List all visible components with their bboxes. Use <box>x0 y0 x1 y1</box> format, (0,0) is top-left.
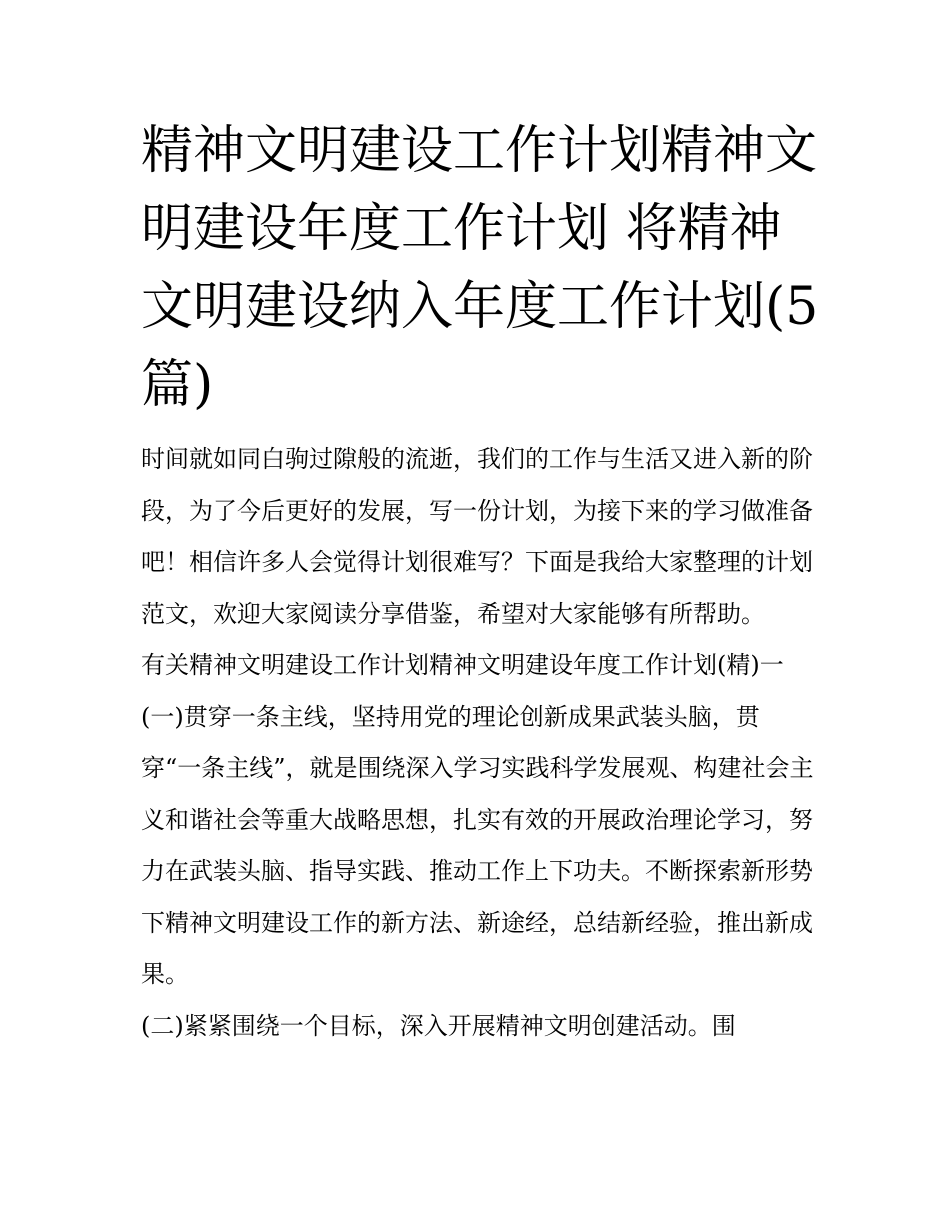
section-heading: 有关精神文明建设工作计划精神文明建设年度工作计划(精)一 <box>141 651 784 679</box>
document-body <box>141 434 817 1052</box>
intro-paragraph: 时间就如同白驹过隙般的流逝，我们的工作与生活又进入新的阶段，为了今后更好的发展，写一份计划，为接下来的学习做准备吧！相信许多人会觉得计划很难写？下面是我给大家整理的计划范文，欢迎大家阅读分享借鉴，希望对大家能够有所帮助。 <box>141 445 813 628</box>
item-one-paragraph: (一)贯穿一条主线，坚持用党的理论创新成果武装头脑，贯穿“一条主线”，就是围绕深入学习实践科学发展观、构建社会主义和谐社会等重大战略思想，扎实有效的开展政治理论学习，努力在武装头脑、指导实践、推动工作上下功夫。不断探索新形势下精神文明建设工作的新方法、新途经，总结新经验，推出新成果。 <box>141 702 814 988</box>
item-two-paragraph: (二)紧紧围绕一个目标，深入开展精神文明创建活动。围 <box>141 1011 736 1040</box>
document-title: 精神文明建设工作计划精神文明建设年度工作计划 将精神文明建设纳入年度工作计划(5篇) <box>141 121 819 415</box>
